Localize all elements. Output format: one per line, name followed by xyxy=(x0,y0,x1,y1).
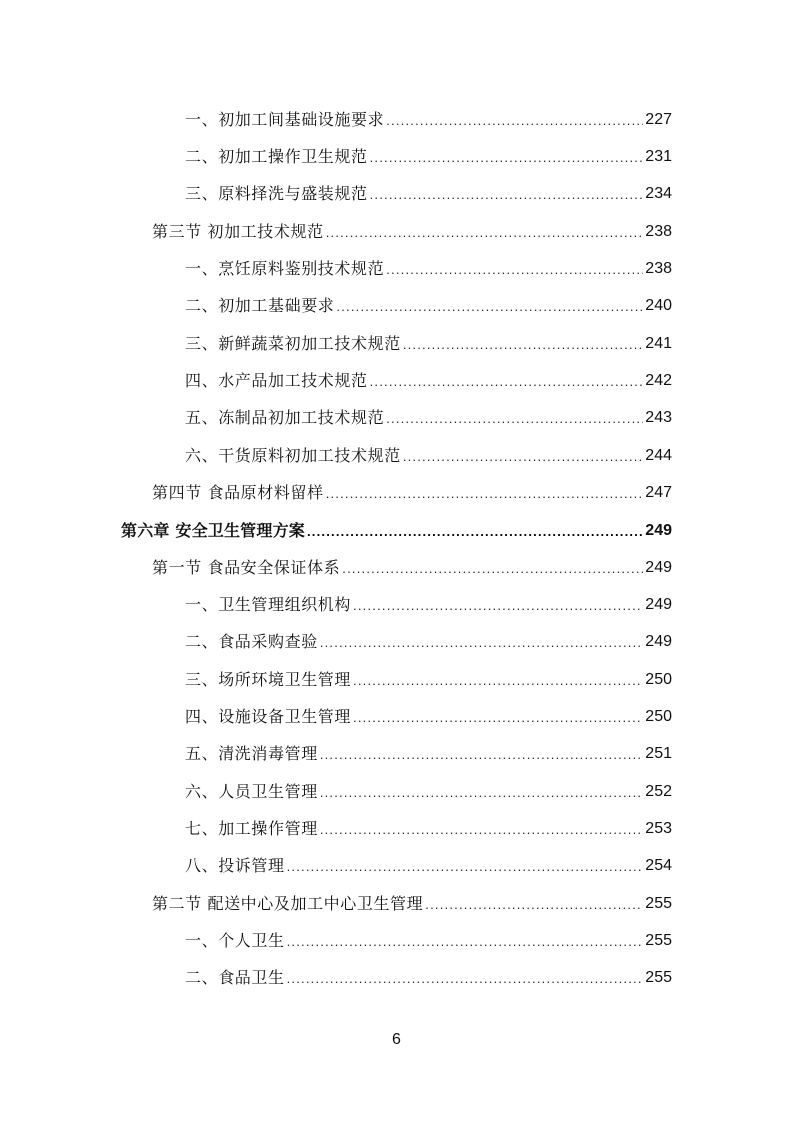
toc-entry-title: 四、设施设备卫生管理 xyxy=(185,707,352,726)
toc-entry[interactable] xyxy=(185,106,672,130)
toc-entry-page: 247 xyxy=(645,484,672,501)
dot-leader xyxy=(353,709,643,727)
dot-leader xyxy=(326,485,644,503)
toc-section-entry[interactable] xyxy=(152,218,672,242)
toc-entry[interactable] xyxy=(185,740,672,764)
toc-entry-title: 四、水产品加工技术规范 xyxy=(185,371,368,390)
dot-leader xyxy=(370,373,644,391)
dot-leader xyxy=(403,448,643,466)
dot-leader xyxy=(386,410,643,428)
toc-entry-page: 231 xyxy=(645,148,672,165)
toc-entry-title: 一、烹饪原料鉴别技术规范 xyxy=(185,259,385,278)
dot-leader xyxy=(336,298,643,316)
toc-entry-page: 241 xyxy=(645,335,672,352)
toc-section-entry[interactable] xyxy=(152,890,672,914)
toc-entry-title: 五、冻制品初加工技术规范 xyxy=(185,408,385,427)
dot-leader xyxy=(370,149,644,167)
toc-entry-page: 249 xyxy=(645,559,672,576)
toc-section-entry[interactable] xyxy=(152,554,672,578)
toc-entry[interactable] xyxy=(185,591,672,615)
dot-leader xyxy=(425,896,643,914)
toc-entry-title: 一、个人卫生 xyxy=(185,931,285,950)
page-number: 6 xyxy=(392,1031,401,1048)
toc-chapter-entry[interactable] xyxy=(121,517,672,541)
dot-leader xyxy=(287,970,644,988)
toc-entry-title: 二、食品卫生 xyxy=(185,968,285,987)
toc-entry-title: 二、初加工基础要求 xyxy=(185,296,335,315)
dot-leader xyxy=(353,597,643,615)
dot-leader xyxy=(386,112,643,130)
dot-leader xyxy=(320,634,643,652)
toc-entry-page: 255 xyxy=(645,895,672,912)
toc-entry-page: 255 xyxy=(645,969,672,986)
toc-entry-page: 238 xyxy=(645,260,672,277)
toc-entry-page: 234 xyxy=(645,185,672,202)
toc-entry[interactable] xyxy=(185,367,672,391)
toc-entry-page: 243 xyxy=(645,409,672,426)
toc-entry-title: 一、卫生管理组织机构 xyxy=(185,595,352,614)
dot-leader xyxy=(307,523,643,541)
toc-entry-title: 三、场所环境卫生管理 xyxy=(185,670,352,689)
toc-entry-title: 第三节 初加工技术规范 xyxy=(152,222,324,241)
dot-leader xyxy=(353,672,643,690)
toc-entry[interactable] xyxy=(185,628,672,652)
toc-entry[interactable] xyxy=(185,143,672,167)
toc-entry[interactable] xyxy=(185,778,672,802)
dot-leader xyxy=(370,186,644,204)
toc-entry-page: 249 xyxy=(645,633,672,650)
toc-entry-title: 第六章 安全卫生管理方案 xyxy=(121,521,305,540)
toc-entry[interactable] xyxy=(185,964,672,988)
toc-entry-title: 八、投诉管理 xyxy=(185,856,285,875)
toc-entry[interactable] xyxy=(185,852,672,876)
toc-entry-title: 五、清洗消毒管理 xyxy=(185,744,318,763)
toc-entry-title: 三、原料择洗与盛装规范 xyxy=(185,184,368,203)
dot-leader xyxy=(287,933,644,951)
toc-entry[interactable] xyxy=(185,292,672,316)
toc-entry[interactable] xyxy=(185,815,672,839)
toc-entry-title: 七、加工操作管理 xyxy=(185,819,318,838)
toc-entry-title: 一、初加工间基础设施要求 xyxy=(185,110,385,129)
toc-entry-title: 第一节 食品安全保证体系 xyxy=(152,558,341,577)
dot-leader xyxy=(342,560,643,578)
toc-entry-title: 二、初加工操作卫生规范 xyxy=(185,147,368,166)
dot-leader xyxy=(403,336,643,354)
toc-entry[interactable] xyxy=(185,442,672,466)
toc-entry[interactable] xyxy=(185,666,672,690)
toc-entry[interactable] xyxy=(185,703,672,727)
dot-leader xyxy=(326,224,644,242)
toc-entry[interactable] xyxy=(185,180,672,204)
toc-entry-page: 250 xyxy=(645,671,672,688)
toc-entry-page: 249 xyxy=(645,596,672,613)
toc-entry-page: 251 xyxy=(645,745,672,762)
dot-leader xyxy=(287,858,644,876)
dot-leader xyxy=(320,784,643,802)
toc-entry-page: 227 xyxy=(645,111,672,128)
toc-entry[interactable] xyxy=(185,255,672,279)
dot-leader xyxy=(320,746,643,764)
toc-entry-title: 第四节 食品原材料留样 xyxy=(152,483,324,502)
toc-entry-title: 六、人员卫生管理 xyxy=(185,782,318,801)
toc-entry-title: 二、食品采购查验 xyxy=(185,632,318,651)
toc-entry-page: 250 xyxy=(645,708,672,725)
toc-entry-title: 第二节 配送中心及加工中心卫生管理 xyxy=(152,894,424,913)
toc-entry[interactable] xyxy=(185,927,672,951)
toc-entry-page: 249 xyxy=(645,522,672,539)
toc-entry-page: 238 xyxy=(645,223,672,240)
toc-entry-page: 240 xyxy=(645,297,672,314)
toc-entry-page: 242 xyxy=(645,372,672,389)
toc-entry-title: 三、新鲜蔬菜初加工技术规范 xyxy=(185,334,401,353)
toc-entry-page: 254 xyxy=(645,857,672,874)
toc-section-entry[interactable] xyxy=(152,479,672,503)
toc-entry[interactable] xyxy=(185,330,672,354)
toc-entry-page: 253 xyxy=(645,820,672,837)
toc-entry-title: 六、干货原料初加工技术规范 xyxy=(185,446,401,465)
toc-entry-page: 255 xyxy=(645,932,672,949)
dot-leader xyxy=(386,261,643,279)
toc-entry-page: 252 xyxy=(645,783,672,800)
toc-entry-page: 244 xyxy=(645,447,672,464)
toc-entry[interactable] xyxy=(185,404,672,428)
dot-leader xyxy=(320,821,643,839)
